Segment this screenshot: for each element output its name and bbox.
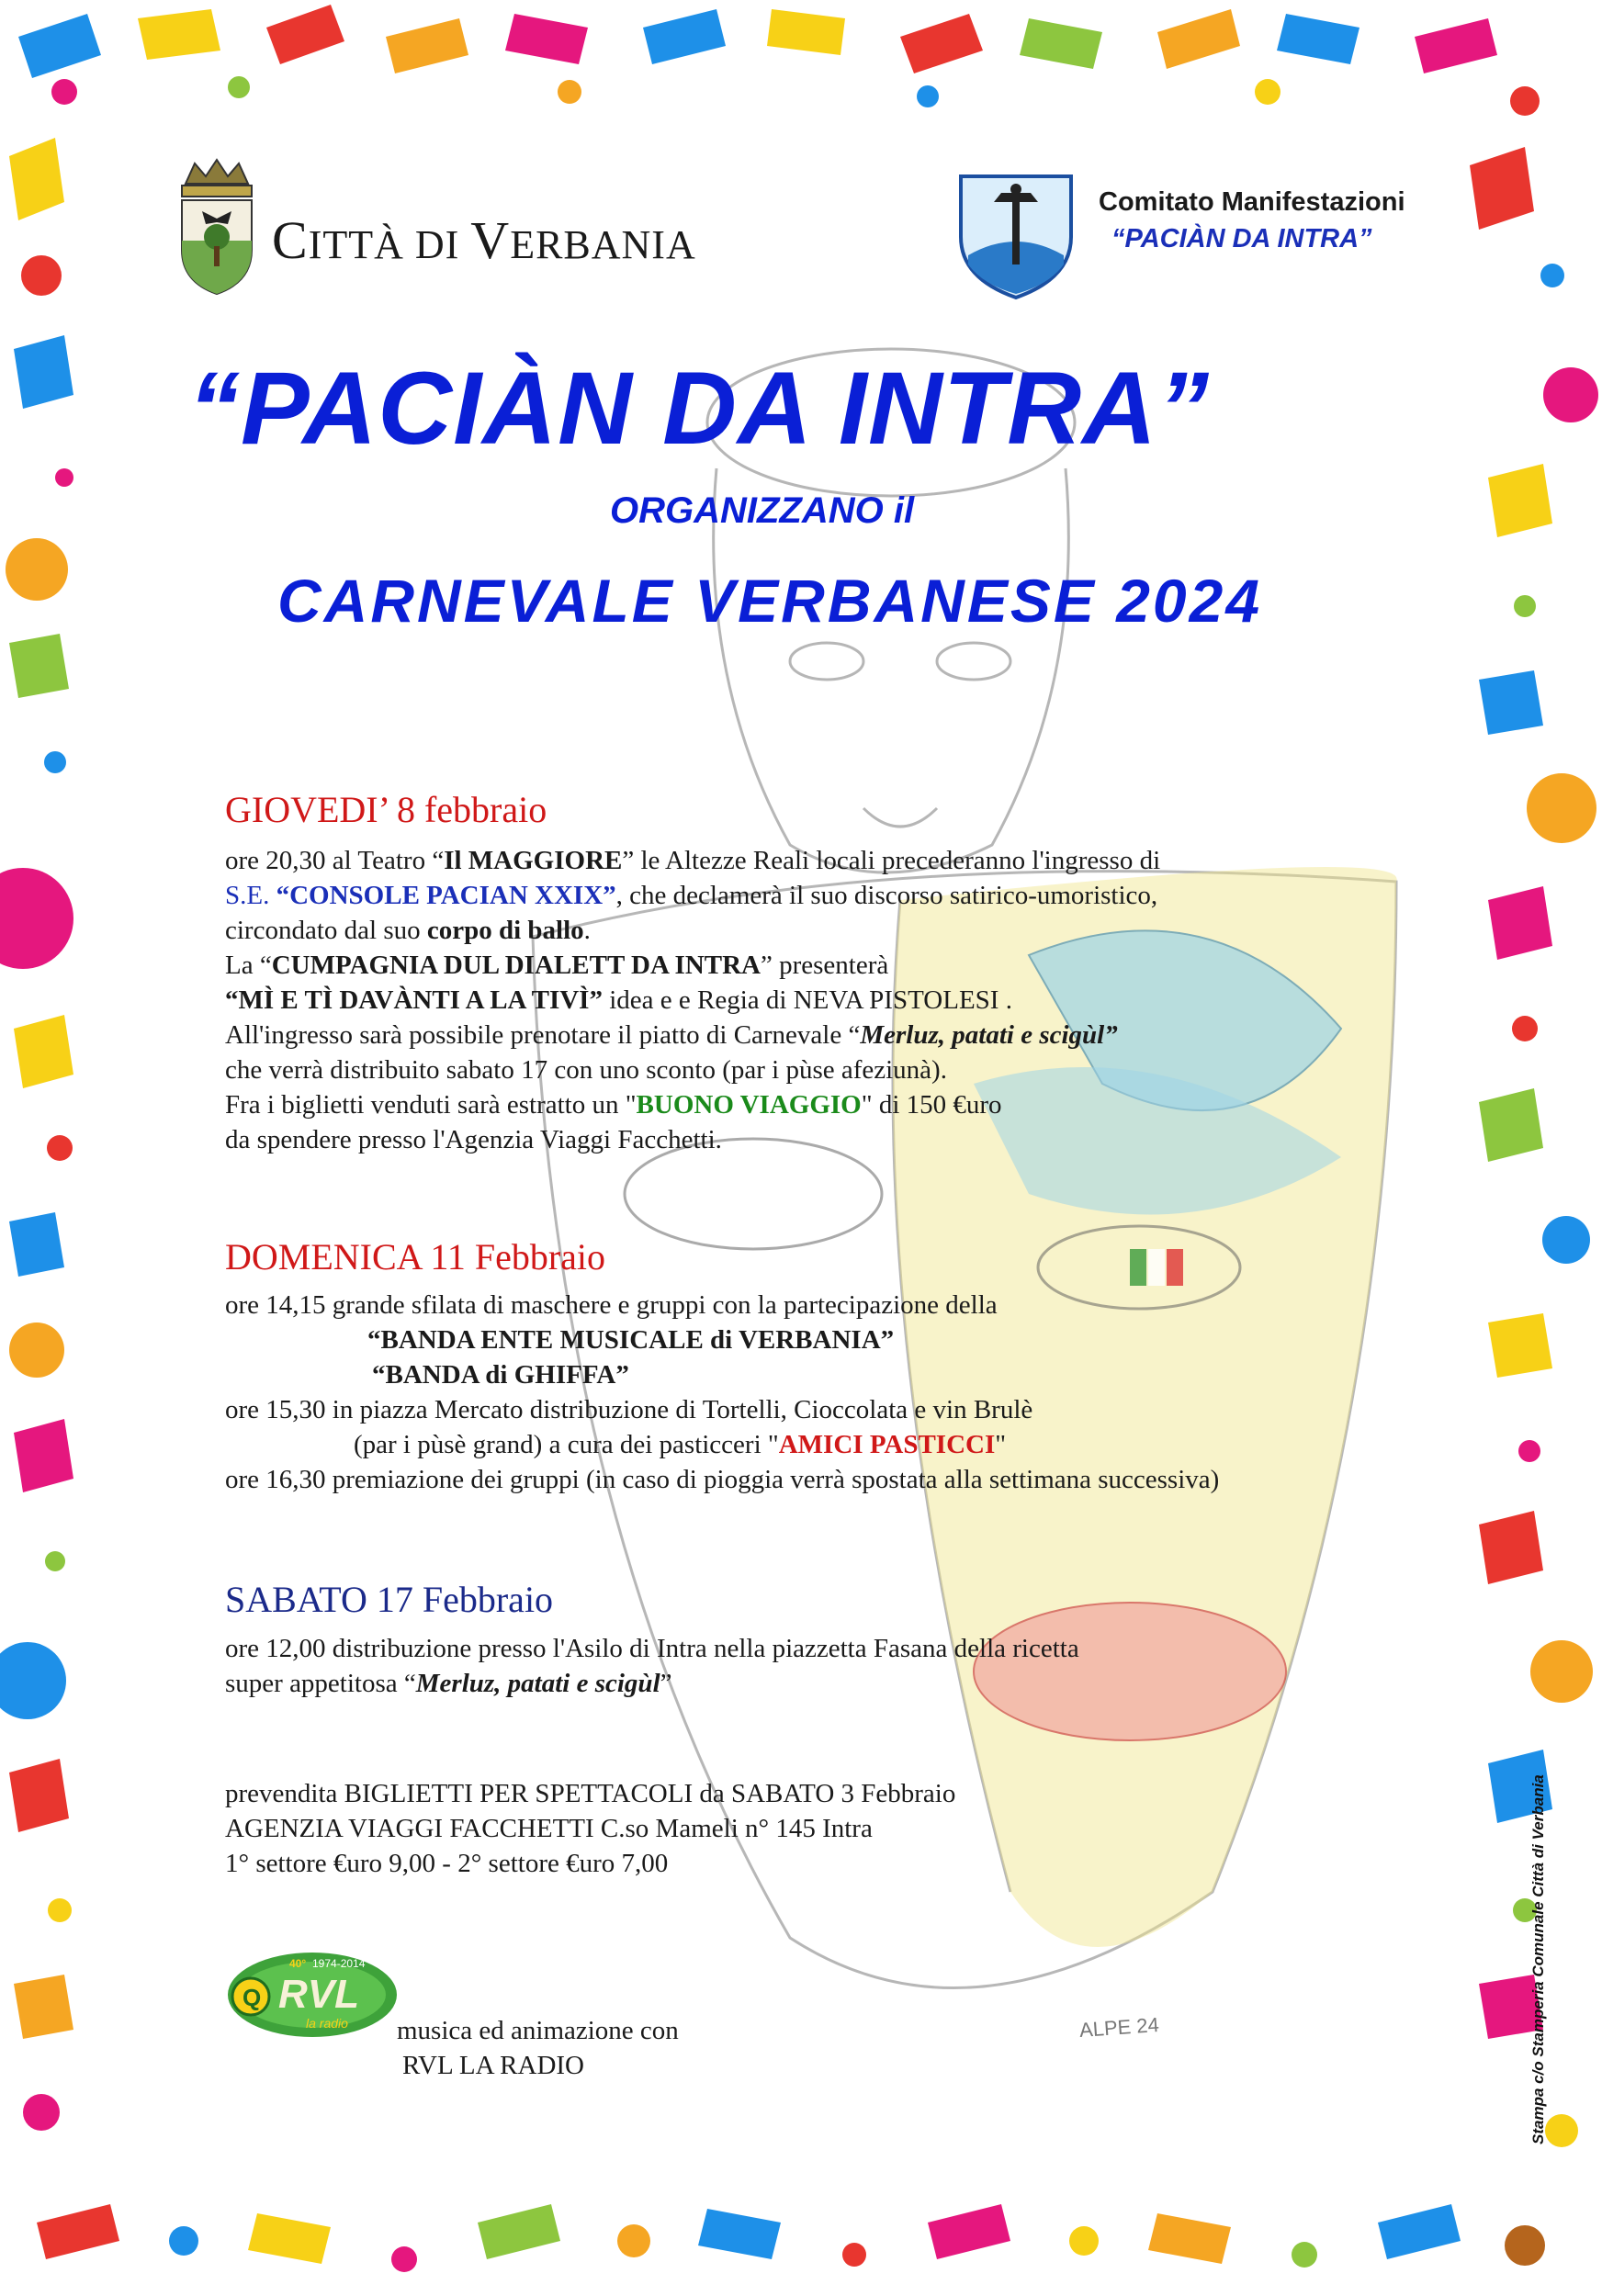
confetti-dot [48, 1898, 72, 1922]
committee-subtitle: “PACIÀN DA INTRA” [1111, 224, 1372, 253]
confetti-piece [1479, 670, 1543, 735]
radio-caption [397, 2013, 679, 2083]
confetti-dot [169, 2226, 198, 2256]
confetti-piece [9, 1759, 69, 1832]
detail-line: All'ingresso sarà possibile prenotare il piatto di Carnevale “Merluz, patati e scigùl” [225, 1020, 1118, 1050]
detail-line: Fra i biglietti venduti sarà estratto un "BUONO VIAGGIO" di 150 €uro [225, 1090, 1002, 1120]
svg-text:1974-2014: 1974-2014 [312, 1957, 366, 1970]
confetti-piece [1148, 2213, 1231, 2264]
confetti-piece [1488, 1313, 1552, 1378]
domenica-details [225, 1288, 1219, 1497]
confetti-dot [1518, 1440, 1540, 1462]
detail-line: che verrà distribuito sabato 17 con uno sconto (par i pùse afeziunà). [225, 1055, 947, 1085]
confetti-dot [1543, 367, 1598, 422]
detail-line: ore 16,30 premiazione dei gruppi (in caso di pioggia verrà spostata alla settimana successiva) [225, 1465, 1220, 1494]
confetti-piece [138, 9, 220, 60]
confetti-piece [767, 9, 845, 55]
city-crest-icon [176, 158, 257, 296]
confetti-dot [1292, 2242, 1317, 2268]
confetti-piece [248, 2213, 331, 2264]
confetti-dot [917, 85, 939, 107]
confetti-piece [1378, 2204, 1461, 2259]
confetti-piece [1488, 464, 1552, 537]
detail-line: da spendere presso l'Agenzia Viaggi Facchetti. [225, 1125, 722, 1154]
svg-text:Q: Q [243, 1984, 262, 2011]
confetti-dot [1512, 1016, 1538, 1041]
confetti-dot [6, 538, 68, 601]
detail-line: “BANDA ENTE MUSICALE di VERBANIA” [367, 1325, 895, 1355]
confetti-piece [9, 1212, 64, 1277]
committee-shield-icon [957, 173, 1075, 301]
confetti-piece [266, 5, 344, 64]
committee-name: Comitato Manifestazioni [1099, 187, 1405, 217]
confetti-piece [14, 1419, 73, 1492]
domenica-heading: DOMENICA 11 Febbraio [225, 1236, 606, 1277]
confetti-piece [1415, 18, 1497, 73]
confetti-dot [1540, 264, 1564, 287]
confetti-dot [0, 868, 73, 969]
confetti-piece [505, 14, 588, 64]
confetti-dot [1545, 2114, 1578, 2147]
confetti-dot [1527, 773, 1596, 843]
rvl-radio-logo [225, 1949, 400, 2041]
confetti-piece [18, 14, 101, 78]
confetti-dot [1505, 2225, 1545, 2266]
prevendita-block [225, 1776, 955, 1881]
confetti-piece [900, 14, 983, 73]
confetti-dot [45, 1551, 65, 1571]
confetti-piece [1488, 886, 1552, 960]
confetti-dot [9, 1322, 64, 1378]
confetti-dot [51, 79, 77, 105]
confetti-piece [698, 2209, 781, 2259]
confetti-dot [558, 80, 581, 104]
confetti-piece [1020, 18, 1102, 69]
svg-text:la radio: la radio [306, 2016, 348, 2031]
confetti-piece [386, 18, 468, 73]
confetti-piece [14, 1015, 73, 1088]
sabato-details [225, 1631, 1079, 1701]
confetti-dot [1255, 79, 1280, 105]
detail-line: ore 20,30 al Teatro “Il MAGGIORE” le Altezze Reali locali precederanno l'ingresso di [225, 846, 1161, 875]
confetti-dot [228, 76, 250, 98]
detail-line: ore 15,30 in piazza Mercato distribuzione di Tortelli, Cioccolata e vin Brulè [225, 1395, 1033, 1424]
detail-line: super appetitosa “Merluz, patati e scigùl” [225, 1669, 672, 1698]
main-title: “PACIÀN DA INTRA” [188, 351, 1211, 466]
confetti-dot [842, 2243, 866, 2267]
organizzano-subtitle: ORGANIZZANO il [610, 490, 915, 531]
detail-line: RVL LA RADIO [402, 2051, 584, 2080]
confetti-dot [55, 468, 73, 487]
confetti-dot [617, 2224, 650, 2257]
confetti-piece [1470, 147, 1534, 230]
detail-line: circondato dal suo corpo di ballo. [225, 916, 591, 945]
confetti-dot [21, 255, 62, 296]
detail-line: La “CUMPAGNIA DUL DIALETT DA INTRA” presenterà [225, 951, 889, 980]
detail-line: ore 14,15 grande sfilata di maschere e gruppi con la partecipazione della [225, 1290, 998, 1320]
svg-text:RVL: RVL [278, 1972, 359, 2017]
confetti-dot [47, 1135, 73, 1161]
confetti-dot [391, 2246, 417, 2272]
detail-line: “MÌ E TÌ DAVÀNTI A LA TIVÌ” idea e e Regia di NEVA PISTOLESI . [225, 985, 1012, 1015]
city-name: CITTÀ DI VERBANIA [272, 210, 696, 270]
sabato-heading: SABATO 17 Febbraio [225, 1579, 554, 1620]
detail-line: “BANDA di GHIFFA” [372, 1360, 629, 1390]
confetti-piece [14, 335, 73, 409]
confetti-dot [0, 1642, 66, 1719]
confetti-dot [44, 751, 66, 773]
confetti-piece [14, 1975, 73, 2039]
print-credit: Stampa c/o Stamperia Comunale Città di Verbania [1529, 1774, 1547, 2144]
confetti-piece [928, 2204, 1010, 2259]
confetti-piece [643, 9, 726, 64]
confetti-dot [1514, 595, 1536, 617]
confetti-piece [1479, 1511, 1543, 1584]
detail-line: prevendita BIGLIETTI PER SPETTACOLI da SABATO 3 Febbraio [225, 1779, 956, 1808]
confetti-dot [1530, 1640, 1593, 1703]
confetti-dot [1069, 2226, 1099, 2256]
confetti-piece [1277, 14, 1359, 64]
event-title: CARNEVALE VERBANESE 2024 [277, 567, 1263, 635]
confetti-piece [37, 2204, 119, 2259]
detail-line: 1° settore €uro 9,00 - 2° settore €uro 7,00 [225, 1849, 669, 1878]
confetti-dot [1542, 1216, 1590, 1264]
detail-line: musica ed animazione con [397, 2016, 679, 2045]
confetti-piece [9, 138, 64, 220]
confetti-piece [478, 2204, 560, 2259]
artist-signature: ALPE 24 [1078, 2013, 1160, 2042]
detail-line: S.E. “CONSOLE PACIAN XXIX”, che declamerà il suo discorso satirico-umoristico, [225, 881, 1158, 910]
confetti-dot [1510, 86, 1540, 116]
confetti-piece [9, 634, 69, 698]
confetti-piece [1479, 1088, 1543, 1162]
confetti-piece [1157, 9, 1240, 69]
detail-line: (par i pùsè grand) a cura dei pasticceri "AMICI PASTICCI" [354, 1430, 1007, 1459]
svg-text:40°: 40° [289, 1957, 307, 1970]
giovedi-details [225, 843, 1160, 1157]
detail-line: AGENZIA VIAGGI FACCHETTI C.so Mameli n° 145 Intra [225, 1814, 873, 1843]
detail-line: ore 12,00 distribuzione presso l'Asilo di Intra nella piazzetta Fasana della ricetta [225, 1634, 1079, 1663]
giovedi-heading: GIOVEDI’ 8 febbraio [225, 789, 547, 830]
confetti-dot [23, 2094, 60, 2131]
